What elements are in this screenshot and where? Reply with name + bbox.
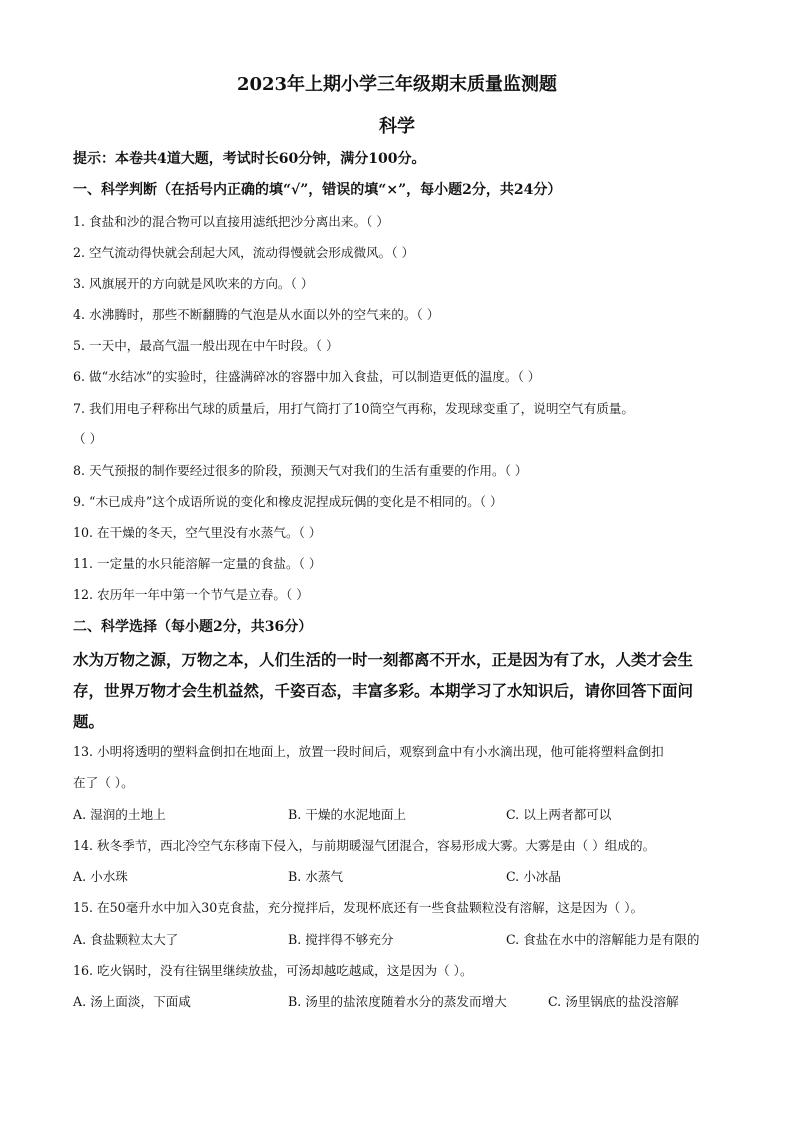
question-15-stem: 15. 在50毫升水中加入30克食盐，充分搅拌后，发现杯底还有一些食盐颗粒没有溶解，这是因为（ ）。: [73, 900, 644, 915]
question-12: 12. 农历年一年中第一个节气是立春。（ ）: [73, 587, 309, 602]
question-14-stem: 14. 秋冬季节，西北冷空气东移南下侵入，与前期暖湿气团混合，容易形成大雾。大雾是由（ ）组成的。: [73, 838, 656, 853]
question-13-option-a: A. 湿润的土地上: [73, 807, 166, 822]
section2-heading: 二、科学选择（每小题2分，共36分）: [73, 619, 313, 635]
question-15-option-a: A. 食盐颗粒太大了: [73, 932, 179, 947]
question-13-stem-cont: 在了（ ）。: [73, 775, 134, 790]
question-7: 7. 我们用电子秤称出气球的质量后，用打气筒打了10筒空气再称，发现球变重了，说明空气有质量。: [73, 401, 634, 416]
question-16-option-a: A. 汤上面淡，下面咸: [73, 994, 191, 1009]
question-16-option-b: B. 汤里的盐浓度随着水分的蒸发而增大: [288, 994, 507, 1009]
question-16-stem: 16. 吃火锅时，没有往锅里继续放盐，可汤却越吃越咸，这是因为（ ）。: [73, 963, 473, 978]
question-8: 8. 天气预报的制作要经过很多的阶段，预测天气对我们的生活有重要的作用。（ ）: [73, 463, 528, 478]
question-11: 11. 一定量的水只能溶解一定量的食盐。（ ）: [73, 556, 322, 571]
question-14-option-a: A. 小水珠: [73, 869, 128, 884]
passage-line-2: 存，世界万物才会生机益然，千姿百态，丰富多彩。本期学习了水知识后，请你回答下面问: [73, 681, 694, 700]
exam-notice: 提示：本卷共4道大题，考试时长60分钟，满分100分。: [73, 151, 426, 167]
question-5: 5. 一天中，最高气温一般出现在中午时段。（ ）: [73, 338, 339, 353]
section1-heading: 一、科学判断（在括号内正确的填“√”，错误的填“×”，每小题2分，共24分）: [73, 182, 562, 198]
question-14-option-c: C. 小冰晶: [506, 869, 561, 884]
question-9: 9. “木已成舟”这个成语所说的变化和橡皮泥捏成玩偶的变化是不相同的。（ ）: [73, 494, 503, 509]
passage-line-3: 题。: [73, 712, 105, 731]
question-4: 4. 水沸腾时，那些不断翻腾的气泡是从水面以外的空气来的。（ ）: [73, 307, 440, 322]
question-1: 1. 食盐和沙的混合物可以直接用滤纸把沙分离出来。（ ）: [73, 214, 389, 229]
question-16-option-c: C. 汤里锅底的盐没溶解: [548, 994, 679, 1009]
question-15-option-c: C. 食盐在水中的溶解能力是有限的: [506, 932, 700, 947]
subject-title: 科学: [379, 116, 415, 137]
question-14-option-b: B. 水蒸气: [288, 869, 344, 884]
question-13-stem: 13. 小明将透明的塑料盒倒扣在地面上，放置一段时间后，观察到盒中有小水滴出现，他可能将塑料盒倒扣: [73, 744, 664, 759]
passage-line-1: 水为万物之源，万物之本，人们生活的一时一刻都离不开水，正是因为有了水，人类才会生: [73, 650, 694, 669]
question-7-answer-blank: （ ）: [73, 431, 103, 446]
question-13-option-b: B. 干燥的水泥地面上: [288, 807, 407, 822]
exam-title: 2023年上期小学三年级期末质量监测题: [236, 74, 558, 95]
question-15-option-b: B. 搅拌得不够充分: [288, 932, 394, 947]
question-13-option-c: C. 以上两者都可以: [506, 807, 612, 822]
question-6: 6. 做“水结冰”的实验时，往盛满碎冰的容器中加入食盐，可以制造更低的温度。（ ）: [73, 369, 541, 384]
question-10: 10. 在干燥的冬天，空气里没有水蒸气。（ ）: [73, 525, 322, 540]
question-2: 2. 空气流动得快就会刮起大风，流动得慢就会形成微风。（ ）: [73, 245, 415, 260]
question-3: 3. 风旗展开的方向就是风吹来的方向。（ ）: [73, 276, 314, 291]
